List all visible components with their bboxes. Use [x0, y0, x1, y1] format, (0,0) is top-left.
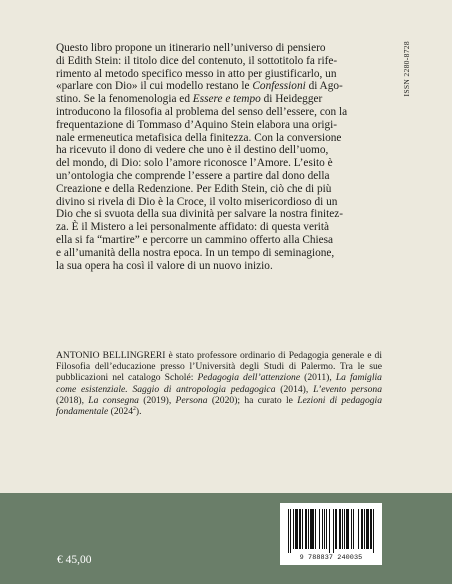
- bio-book-title: La consegna: [88, 394, 139, 406]
- barcode-bar: [342, 509, 343, 549]
- barcode-bar: [344, 509, 345, 549]
- blurb-title-essere-e-tempo: Essere e tempo: [192, 93, 261, 106]
- bio-text: ANTONIO BELLINGRERI è stato professore ordinario di Pedagogia generale e di Filosofia dell’educazione presso l’Università degli Studi di Palermo. Tra le sue pubblicazioni nel catalogo Scholé:: [56, 350, 382, 384]
- blurb-line: nale ermeneutica metafisica della finitezza. Con la conversione: [56, 131, 342, 144]
- bio-book-title: Lezioni di pedagogia fondamentale: [56, 394, 383, 418]
- barcode-bar: [373, 509, 374, 553]
- barcode-bar: [308, 509, 309, 549]
- bio-text: (2020); ha curato le: [207, 394, 298, 406]
- blurb-line: stino. Se la fenomenologia ed: [56, 93, 193, 106]
- barcode-bar: [346, 509, 349, 549]
- barcode-bar: [288, 509, 289, 553]
- footer-band: [0, 493, 452, 584]
- bio-book-title: Pedagogia dell’attenzione: [197, 372, 301, 384]
- barcode: [280, 503, 382, 565]
- blurb-line: «parlare con Dio» il cui modello restano le: [56, 80, 253, 93]
- bio-text: (2011),: [300, 372, 336, 384]
- price-label: € 45,00: [57, 554, 92, 566]
- blurb-line: frequentazione di Tommaso d’Aquino Stein elabora una origi-: [56, 118, 338, 131]
- author-bio: [56, 350, 382, 417]
- issn-label: ISSN 2280-8728: [402, 41, 411, 97]
- barcode-bar: [295, 509, 298, 549]
- blurb-line: Questo libro propone un itinerario nell’universo di pensiero: [56, 42, 326, 54]
- barcode-bar: [324, 509, 325, 549]
- barcode-bar: [366, 509, 369, 549]
- blurb-line: un’ontologia che comprende l’essere a partire dal dono della: [56, 169, 330, 182]
- bio-book-title: Persona: [175, 394, 208, 406]
- blurb-line: la sua opera ha così il valore di un nuovo inizio.: [56, 259, 273, 272]
- blurb-line: di Edith Stein: il titolo dice del contenuto, il sottotitolo fa rife-: [56, 54, 338, 67]
- bio-text: (2024: [108, 406, 134, 418]
- bio-text: (2019),: [138, 394, 176, 406]
- blurb-line: rimento al metodo specifico messo in atto per giustificarlo, un: [56, 67, 337, 80]
- blurb-line: za. È il Mistero a lei personalmente affidato: di questa verità: [56, 221, 330, 234]
- barcode-bar: [364, 509, 365, 549]
- bio-text: (2014),: [275, 383, 314, 395]
- barcode-bar: [339, 509, 341, 549]
- barcode-bar: [353, 509, 354, 549]
- barcode-bar: [293, 509, 294, 549]
- barcode-bar: [335, 509, 337, 549]
- barcode-bars: [280, 503, 382, 555]
- barcode-bar: [358, 509, 359, 549]
- blurb-line: divino si rivela di Dio è la Croce, il volto misericordioso di un: [56, 195, 338, 208]
- blurb-title-confessioni: Confessioni: [252, 80, 306, 93]
- barcode-bar: [326, 509, 327, 549]
- blurb-line: ella si fa “martire” e percorre un cammino offerto alla Chiesa: [56, 233, 334, 246]
- bio-book-title: L’evento persona: [313, 383, 382, 395]
- bio-book-title: La famiglia come esistenziale. Saggio di antropologia pedagogica: [56, 372, 382, 395]
- blurb-line: di Heidegger: [260, 93, 323, 106]
- barcode-bar: [351, 509, 352, 549]
- barcode-bar: [315, 509, 316, 549]
- barcode-bar: [319, 509, 320, 549]
- blurb-line: Creazione e della Redenzione. Per Edith Stein, ciò che di più: [56, 182, 332, 195]
- barcode-bar: [333, 509, 334, 553]
- barcode-bar: [329, 509, 330, 553]
- bio-text: (2018),: [56, 394, 89, 406]
- blurb-line: introducono la filosofia al problema del senso dell’essere, con la: [56, 105, 348, 118]
- barcode-bar: [322, 509, 323, 549]
- blurb-text: [56, 42, 382, 272]
- blurb-line: di Ago-: [305, 80, 343, 93]
- barcode-number: 9 788837 240035: [299, 554, 363, 562]
- bio-text: ).: [135, 406, 142, 418]
- barcode-bar: [299, 509, 301, 549]
- edition-superscript: 2: [133, 405, 136, 412]
- barcode-bar: [310, 509, 314, 549]
- barcode-bar: [290, 509, 291, 553]
- blurb-line: del mondo, di Dio: solo l’amore riconosce l’Amore. L’esito è: [56, 157, 333, 170]
- blurb-line: e all’umanità della nostra epoca. In un tempo di seminagione,: [56, 246, 335, 259]
- barcode-bar: [370, 509, 372, 549]
- barcode-bar: [302, 509, 303, 549]
- barcode-bar: [305, 509, 307, 549]
- barcode-bar: [361, 509, 363, 549]
- blurb-line: Dio che si svuota della sua divinità per salvare la nostra finitez-: [56, 208, 344, 221]
- blurb-line: ha ricevuto il dono di vedere che uno è il destino dell’uomo,: [56, 144, 329, 157]
